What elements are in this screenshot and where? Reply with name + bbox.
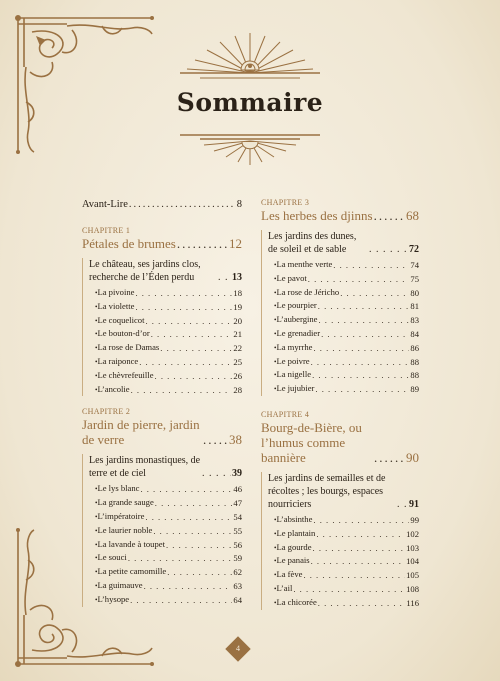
item-page: 104 — [406, 556, 419, 567]
list-item[interactable] — [95, 524, 242, 538]
item-label: • La nigelle — [274, 368, 311, 382]
item-page: 59 — [233, 553, 242, 564]
page-number: 4 — [236, 644, 240, 653]
dot-leader — [145, 511, 232, 524]
item-label: • L’hysope — [95, 593, 129, 607]
dot-leader — [369, 243, 408, 256]
chapter-section — [261, 472, 419, 610]
item-page: 86 — [410, 342, 419, 353]
sunburst-ornament-icon — [175, 28, 325, 83]
dot-leader — [140, 483, 232, 496]
list-item[interactable] — [95, 482, 242, 496]
list-item[interactable] — [274, 541, 419, 555]
toc-right-column — [261, 198, 419, 610]
list-item[interactable] — [95, 579, 242, 593]
dot-leader — [166, 539, 232, 552]
dot-leader — [293, 583, 405, 596]
list-item[interactable] — [274, 554, 419, 568]
list-item[interactable] — [274, 513, 419, 527]
item-label: • La guimauve — [95, 579, 143, 593]
item-page: 99 — [410, 514, 419, 525]
dot-leader — [139, 356, 232, 369]
item-label: • Le laurier noble — [95, 524, 152, 538]
entry-page: 8 — [236, 199, 242, 210]
item-label: • L’ancolie — [95, 383, 130, 397]
plant-list — [268, 513, 419, 610]
item-label: • Le chèvrefeuille — [95, 369, 154, 383]
item-label: • Le pourpier — [274, 299, 317, 313]
plant-list — [89, 482, 242, 606]
item-page: 64 — [233, 594, 242, 605]
dot-leader — [312, 369, 409, 382]
item-page: 84 — [410, 328, 419, 339]
half-sunburst-ornament-icon — [190, 135, 310, 170]
dot-leader — [333, 259, 409, 272]
dot-leader — [397, 498, 408, 511]
section-title-row[interactable] — [89, 454, 242, 480]
item-label: • Le coquelicot — [95, 314, 144, 328]
item-page: 81 — [410, 301, 419, 312]
section-title-row[interactable] — [268, 230, 419, 256]
dot-leader — [155, 370, 233, 383]
chapter-label: CHAPITRE 3 — [261, 198, 310, 207]
dot-leader — [160, 342, 232, 355]
dot-leader — [151, 328, 233, 341]
item-page: 21 — [233, 329, 242, 340]
corner-ornament-top-left-icon — [12, 12, 157, 157]
item-label: • La gourde — [274, 541, 312, 555]
chapter-3 — [261, 198, 419, 396]
item-label: • Le grenadier — [274, 327, 320, 341]
item-label: • La fève — [274, 568, 302, 582]
item-label: • L’aubergine — [274, 313, 318, 327]
dot-leader — [303, 569, 405, 582]
dot-leader — [144, 580, 233, 593]
item-page: 80 — [410, 287, 419, 298]
chapter-title-row[interactable] — [261, 420, 419, 465]
item-page: 28 — [233, 384, 242, 395]
list-item[interactable] — [95, 341, 242, 355]
list-item[interactable] — [274, 596, 419, 610]
chapter-label: CHAPITRE 2 — [82, 407, 131, 417]
dot-leader — [218, 271, 231, 284]
plant-list — [89, 286, 242, 396]
dot-leader — [340, 287, 409, 300]
dot-leader — [313, 342, 409, 355]
item-label: • La myrrhe — [274, 341, 312, 355]
section-page: 91 — [409, 498, 419, 510]
entry-label: Avant-Lire — [82, 199, 128, 210]
item-page: 19 — [233, 301, 242, 312]
dot-leader — [167, 566, 232, 579]
item-page: 46 — [233, 484, 242, 495]
dot-leader — [308, 273, 410, 286]
list-item[interactable] — [95, 551, 242, 565]
list-item[interactable] — [95, 510, 242, 524]
list-item[interactable] — [95, 593, 242, 607]
item-label: • La petite camomille — [95, 565, 166, 579]
chapter-page: 90 — [406, 449, 419, 465]
item-page: 88 — [410, 356, 419, 367]
dot-leader — [202, 467, 231, 480]
item-label: • La menthe verte — [274, 258, 332, 272]
page-title: Sommaire — [176, 88, 324, 117]
dot-leader — [374, 450, 405, 465]
dot-leader — [177, 236, 228, 251]
list-item[interactable] — [95, 314, 242, 328]
item-page: 63 — [233, 580, 242, 591]
section-title-row[interactable] — [268, 472, 419, 511]
item-page: 62 — [233, 567, 242, 578]
section-title: Les jardins de semailles et de récoltes ; les bourgs, espaces nourriciers — [268, 472, 386, 510]
list-item[interactable] — [95, 496, 242, 510]
item-page: 89 — [410, 384, 419, 395]
item-label: • Le jujubier — [274, 382, 314, 396]
dot-leader — [311, 555, 405, 568]
item-label: • La grande sauge — [95, 496, 154, 510]
item-page: 54 — [233, 511, 242, 522]
item-label: • L’absinthe — [274, 513, 312, 527]
dot-leader — [135, 301, 232, 314]
list-item[interactable] — [274, 382, 419, 396]
item-page: 20 — [233, 315, 242, 326]
list-item[interactable] — [274, 527, 419, 541]
dot-leader — [318, 597, 406, 610]
item-label: • La pivoine — [95, 286, 134, 300]
chapter-title-row[interactable] — [82, 417, 242, 447]
list-item[interactable] — [95, 355, 242, 369]
section-page: 13 — [232, 272, 242, 283]
dot-leader — [203, 432, 228, 447]
item-page: 83 — [410, 315, 419, 326]
list-item[interactable] — [95, 383, 242, 397]
list-item[interactable] — [274, 286, 419, 300]
chapter-title: Pétales de brumes — [82, 236, 176, 251]
item-label: • Le bouton-d’or — [95, 327, 150, 341]
item-page: 22 — [233, 343, 242, 354]
item-page: 18 — [233, 288, 242, 298]
item-label: • Le poivre — [274, 355, 310, 369]
item-label: • La raiponce — [95, 355, 138, 369]
chapter-title-row[interactable] — [261, 208, 419, 223]
list-item[interactable] — [95, 286, 242, 300]
dot-leader — [155, 497, 233, 510]
list-item[interactable] — [274, 368, 419, 382]
dot-leader — [135, 287, 232, 300]
dot-leader — [313, 542, 406, 555]
item-label: • Le pavot — [274, 272, 307, 286]
dot-leader — [313, 514, 409, 527]
toc-left-column — [82, 198, 242, 607]
section-title: Le château, ses jardins clos, recherche de l’Éden perdu — [89, 259, 201, 283]
list-item[interactable] — [274, 355, 419, 369]
section-title-row[interactable] — [89, 258, 242, 284]
item-page: 26 — [233, 370, 242, 381]
dot-leader — [315, 383, 409, 396]
dot-leader — [316, 528, 405, 541]
item-label: • L’impératoire — [95, 510, 144, 524]
chapter-title: Les herbes des djinns — [261, 208, 373, 223]
toc-entry-avant-lire[interactable] — [82, 198, 242, 212]
item-label: • La violette — [95, 300, 134, 314]
list-item[interactable] — [274, 341, 419, 355]
item-page: 74 — [410, 260, 419, 270]
chapter-section — [261, 230, 419, 396]
chapter-section — [82, 454, 242, 606]
section-title: Les jardins des dunes, de soleil et de sable — [268, 231, 357, 255]
section-page: 39 — [232, 468, 242, 480]
list-item[interactable] — [95, 300, 242, 314]
item-page: 75 — [410, 273, 419, 284]
list-item[interactable] — [274, 258, 419, 272]
list-item[interactable] — [274, 327, 419, 341]
dot-leader — [374, 208, 405, 223]
chapter-label: CHAPITRE 1 — [82, 226, 131, 235]
item-page: 56 — [233, 539, 242, 550]
item-page: 55 — [233, 525, 242, 536]
chapter-title-row[interactable] — [82, 236, 242, 251]
chapter-4 — [261, 410, 419, 610]
chapter-label: CHAPITRE 4 — [261, 409, 310, 419]
item-label: • La lavande à toupet — [95, 538, 165, 552]
list-item[interactable] — [95, 369, 242, 383]
item-page: 102 — [406, 528, 419, 539]
dot-leader — [321, 328, 409, 341]
section-title: Les jardins monastiques, de terre et de ciel — [89, 455, 201, 480]
item-page: 88 — [410, 370, 419, 381]
item-page: 47 — [233, 498, 242, 509]
item-label: • La rose de Damas — [95, 341, 159, 355]
list-item[interactable] — [95, 538, 242, 552]
section-page: 72 — [409, 244, 419, 255]
dot-leader — [319, 314, 410, 327]
list-item[interactable] — [95, 327, 242, 341]
chapter-page: 68 — [406, 208, 419, 223]
list-item[interactable] — [274, 582, 419, 596]
chapter-section — [82, 258, 242, 396]
list-item[interactable] — [274, 313, 419, 327]
dot-leader — [311, 356, 410, 369]
item-label: • Le lys blanc — [95, 482, 139, 496]
dot-leader — [128, 552, 233, 565]
item-label: • L’ail — [274, 582, 292, 596]
item-page: 25 — [233, 356, 242, 367]
list-item[interactable] — [274, 568, 419, 582]
chapter-title: Jardin de pierre, jardin de verre — [82, 417, 200, 448]
dot-leader — [129, 198, 236, 212]
plant-list — [268, 258, 419, 396]
item-label: • Le plantain — [274, 527, 315, 541]
item-page: 105 — [406, 570, 419, 581]
dot-leader — [145, 315, 232, 328]
item-page: 108 — [406, 583, 419, 594]
item-label: • La rose de Jéricho — [274, 286, 339, 300]
dot-leader — [131, 384, 233, 397]
chapter-2 — [82, 407, 242, 606]
dot-leader — [153, 525, 232, 538]
page-number-badge — [225, 636, 250, 661]
item-label: • Le panais — [274, 554, 310, 568]
item-page: 103 — [406, 542, 419, 553]
item-label: • La chicorée — [274, 596, 317, 610]
item-page: 116 — [406, 597, 419, 608]
list-item[interactable] — [95, 565, 242, 579]
chapter-1 — [82, 226, 242, 396]
item-label: • Le souci — [95, 551, 127, 565]
dot-leader — [318, 300, 410, 313]
chapter-page: 38 — [229, 432, 242, 448]
chapter-title: Bourg-de-Bière, ou l’humus comme bannière — [261, 419, 362, 465]
title-divider — [180, 127, 320, 135]
dot-leader — [130, 594, 232, 607]
list-item[interactable] — [274, 272, 419, 286]
list-item[interactable] — [274, 299, 419, 313]
chapter-page: 12 — [229, 236, 242, 251]
